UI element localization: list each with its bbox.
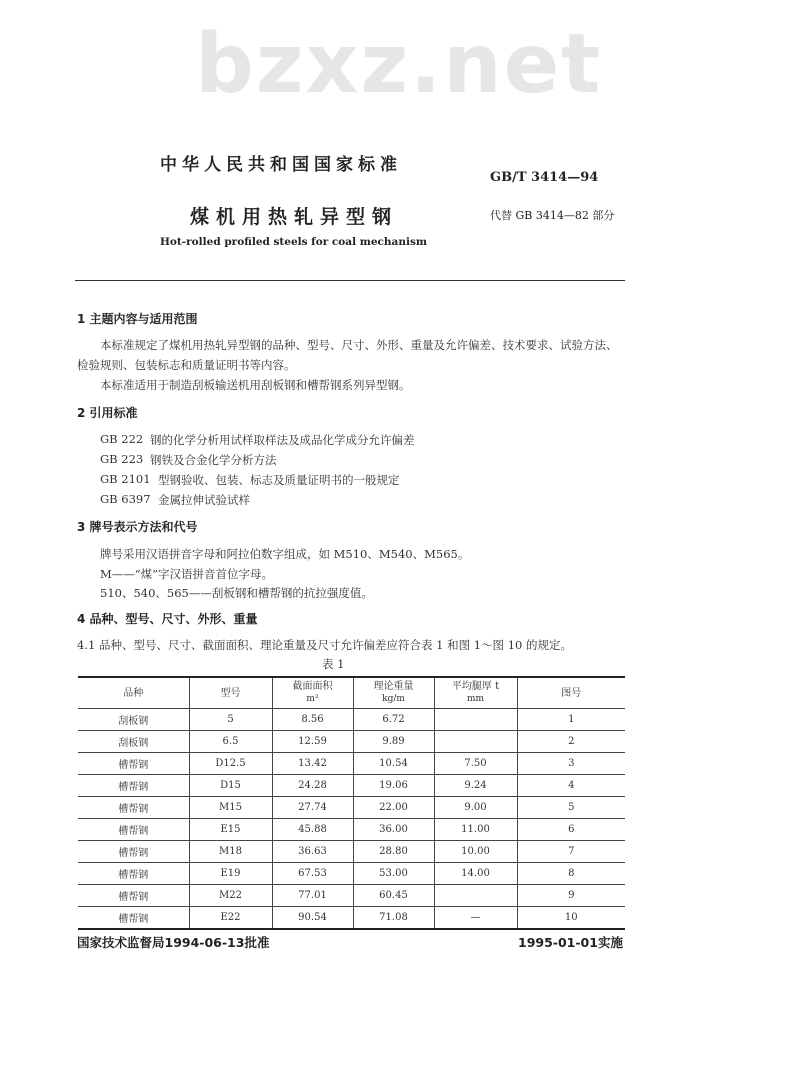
table-cell: 60.45 [353,885,434,907]
reference-code: GB 2101 [100,472,151,486]
paragraph: 本标准规定了煤机用热轧异型钢的品种、型号、尺寸、外形、重量及允许偏差、技术要求、试验方法、 [100,338,618,352]
table-cell: 5 [517,797,625,819]
table-cell: 槽帮钢 [78,775,189,797]
paragraph: 检验规则、包装标志和质量证明书等内容。 [77,358,296,372]
table-cell: 槽帮钢 [78,819,189,841]
table-cell: 53.00 [353,863,434,885]
table-cell: 刮板钢 [78,709,189,731]
table-cell: 槽帮钢 [78,841,189,863]
table-cell: 槽帮钢 [78,885,189,907]
header-label: 品种 [123,687,144,699]
table-cell: E15 [189,819,272,841]
reference-title: 钢铁及合金化学分析方法 [150,453,277,467]
table-cell: 9.24 [434,775,517,797]
country-standard-title: 中华人民共和国国家标准 [160,155,402,175]
table-row [78,709,625,731]
header-unit: m² [306,694,319,704]
paragraph: 510、540、565——刮板钢和槽帮钢的抗拉强度值。 [100,586,373,600]
table-row [78,907,625,930]
table-row [78,797,625,819]
header-divider [75,280,625,281]
table-row [78,819,625,841]
table-cell: 11.00 [434,819,517,841]
table-cell: 槽帮钢 [78,797,189,819]
table-cell: 槽帮钢 [78,863,189,885]
section-heading: 4 品种、型号、尺寸、外形、重量 [77,612,258,626]
table-caption: 表 1 [322,657,345,671]
standard-code: GB/T 3414—94 [490,170,599,185]
reference-code: GB 223 [100,452,144,466]
table-cell: 7 [517,841,625,863]
table-cell: 8 [517,863,625,885]
table-cell: 6.5 [189,731,272,753]
table-cell: E19 [189,863,272,885]
paragraph: M——“煤”字汉语拼音首位字母。 [100,567,274,581]
reference-code: GB 6397 [100,492,151,506]
table-cell: 9 [517,885,625,907]
paragraph: 本标准适用于制造刮板输送机用刮板钢和槽帮钢系列异型钢。 [100,378,411,392]
header-label: 平均腿厚 t [451,681,500,692]
table-cell: 27.74 [272,797,353,819]
table-cell: D12.5 [189,753,272,775]
table-cell: 1 [517,709,625,731]
column-header [272,677,353,709]
table-cell: 28.80 [353,841,434,863]
reference-title: 钢的化学分析用试样取样法及成品化学成分允许偏差 [150,433,415,447]
table-cell: 3 [517,753,625,775]
table-cell: 8.56 [272,709,353,731]
table-cell: 6 [517,819,625,841]
table-cell: 19.06 [353,775,434,797]
table-cell [434,709,517,731]
table-cell: 槽帮钢 [78,907,189,930]
table-row [78,885,625,907]
section-heading: 3 牌号表示方法和代号 [77,520,198,534]
header-label: 截面面积 [292,681,333,692]
header-unit: mm [466,694,485,704]
approval-date: 国家技术监督局1994-06-13批准 [77,935,270,950]
table-cell: 6.72 [353,709,434,731]
table-cell: 71.08 [353,907,434,930]
table-cell: 22.00 [353,797,434,819]
section-heading: 1 主题内容与适用范围 [77,312,198,326]
column-header [78,677,189,709]
table-cell: 刮板钢 [78,731,189,753]
paragraph: 牌号采用汉语拼音字母和阿拉伯数字组成，如 M510、M540、M565。 [100,547,470,561]
column-header [434,677,517,709]
table-cell: 13.42 [272,753,353,775]
table-cell: 9.00 [434,797,517,819]
table-cell: 10 [517,907,625,930]
table-cell: 10.00 [434,841,517,863]
table-cell: 4 [517,775,625,797]
header-label: 理论重量 [373,681,414,692]
replaces-note: 代替 GB 3414—82 部分 [490,209,615,222]
table-row [78,731,625,753]
table-cell: 24.28 [272,775,353,797]
effective-date: 1995-01-01实施 [518,935,623,950]
table-cell: 36.63 [272,841,353,863]
table-cell: 10.54 [353,753,434,775]
table-cell: 9.89 [353,731,434,753]
column-header [353,677,434,709]
table-cell [434,731,517,753]
reference-title: 金属拉伸试验试样 [158,493,250,507]
table-cell: 14.00 [434,863,517,885]
paragraph: 4.1 品种、型号、尺寸、截面面积、理论重量及尺寸允许偏差应符合表 1 和图 1～图 10 的规定。 [77,638,572,652]
table-cell: — [434,907,517,930]
table-row [78,775,625,797]
table-cell: 45.88 [272,819,353,841]
table-cell [434,885,517,907]
table-row [78,753,625,775]
table-cell: 90.54 [272,907,353,930]
header-label: 图号 [561,687,582,699]
document-title: 煤机用热轧异型钢 [190,206,399,228]
table-cell: M15 [189,797,272,819]
reference-title: 型钢验收、包装、标志及质量证明书的一般规定 [158,473,400,487]
table-cell: 36.00 [353,819,434,841]
table-cell: 67.53 [272,863,353,885]
table-cell: 77.01 [272,885,353,907]
column-header [189,677,272,709]
table-header-row [78,677,625,709]
table-cell: M18 [189,841,272,863]
table-row [78,841,625,863]
steel-profiles-table [78,676,625,930]
header-label: 型号 [220,687,241,699]
table-cell: 12.59 [272,731,353,753]
section-heading: 2 引用标准 [77,406,138,420]
column-header [517,677,625,709]
table-cell: M22 [189,885,272,907]
table-cell: D15 [189,775,272,797]
reference-code: GB 222 [100,432,144,446]
table-cell: 2 [517,731,625,753]
table-cell: 7.50 [434,753,517,775]
table-row [78,863,625,885]
header-unit: kg/m [382,694,405,704]
table-cell: E22 [189,907,272,930]
table-cell: 5 [189,709,272,731]
table-cell: 槽帮钢 [78,753,189,775]
watermark: bzxz.net [195,17,603,112]
english-title: Hot-rolled profiled steels for coal mechanism [160,236,427,248]
